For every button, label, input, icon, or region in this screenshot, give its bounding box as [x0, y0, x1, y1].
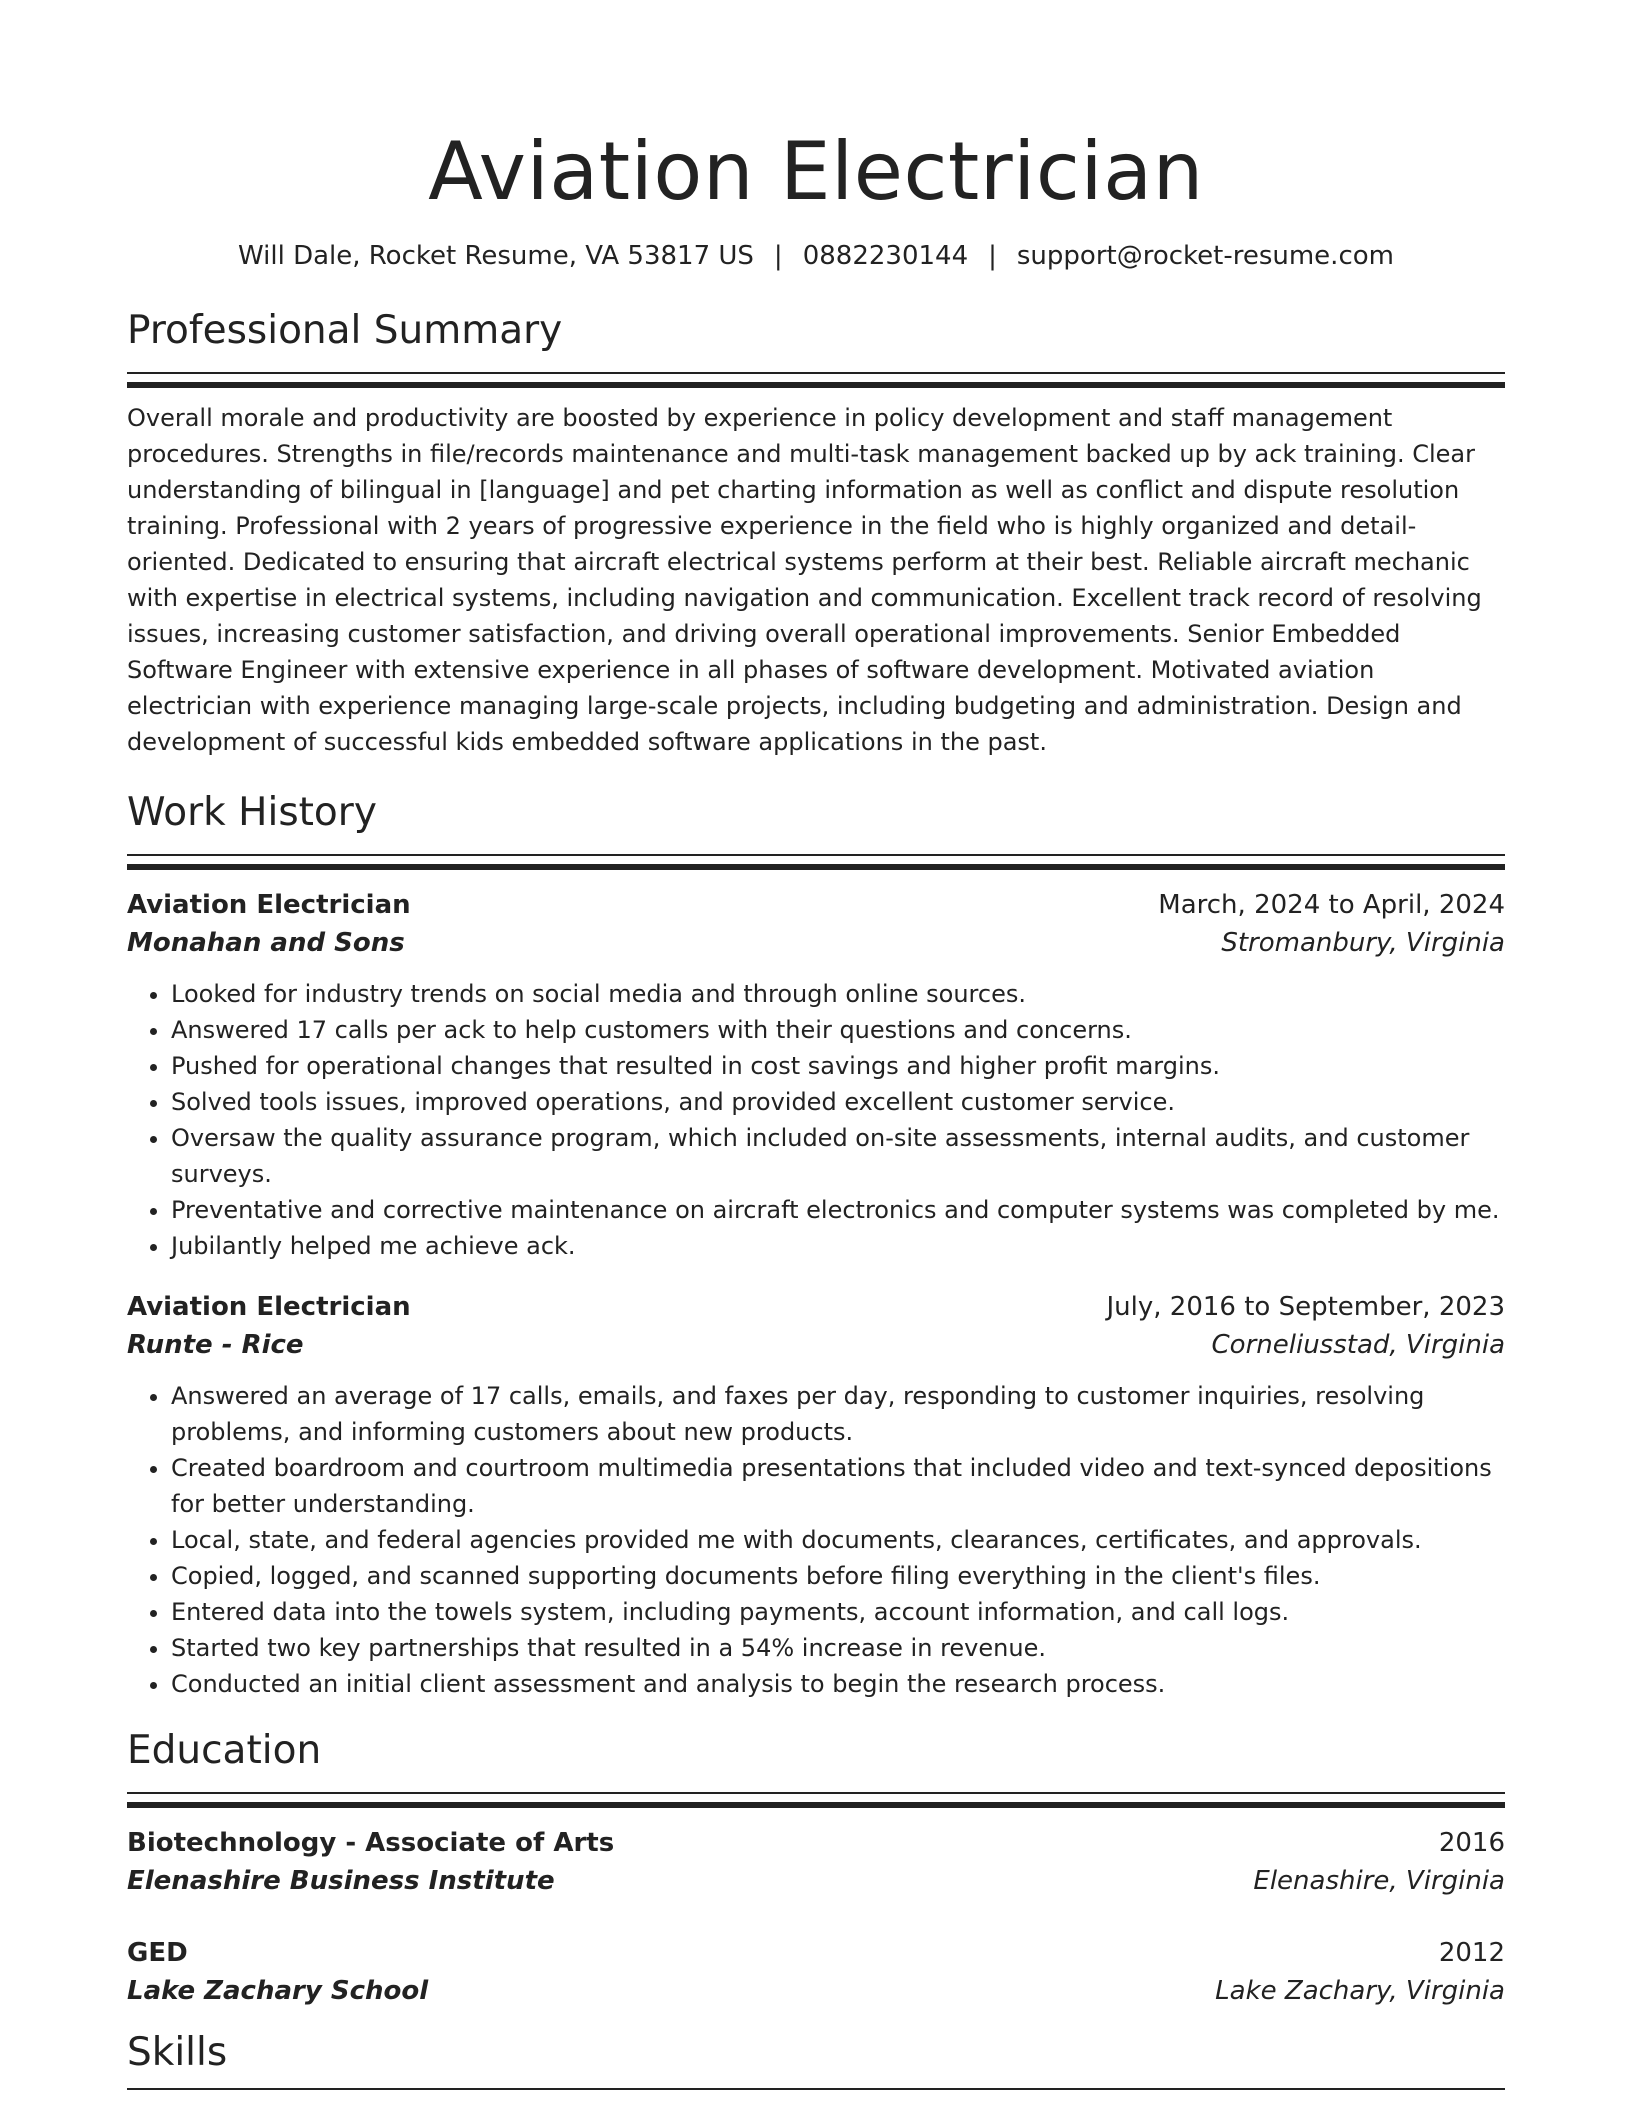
job-location: Corneliusstad, Virginia [1211, 1330, 1505, 1360]
education-degree: GED [127, 1938, 188, 1968]
education-location: Lake Zachary, Virginia [1215, 1976, 1505, 2006]
list-item: • Copied, logged, and scanned supporting documents before filing everything in the client's files. [171, 1558, 1505, 1594]
job-entry [127, 1288, 1505, 1702]
education-school: Lake Zachary School [127, 1976, 429, 2006]
job-title: Aviation Electrician [127, 890, 411, 920]
section-divider [127, 372, 1505, 388]
contact-separator: | [988, 241, 997, 271]
section-heading-education: Education [127, 1728, 322, 1773]
contact-line [127, 238, 1505, 274]
education-section [127, 1726, 1505, 2010]
summary-text: Overall morale and productivity are boosted by experience in policy development and staff management procedures. Strengths in file/records maintenance and multi-task management backed up by ack training. Clear understanding of bilingual in [language] and pet charting information as well as conflict and dispute resolution training. Professional with 2 years of progressive experience in the field who is highly organized and detail-oriented. Dedicated to ensuring that aircraft electrical systems perform at their best. Reliable aircraft mechanic with expertise in electrical systems, including navigation and communication. Excellent track record of resolving issues, increasing customer satisfaction, and driving overall operational improvements. Senior Embedded Software Engineer with extensive experience in all phases of software development. Motivated aviation electrician with experience managing large-scale projects, including budgeting and administration. Design and development of successful kids embedded software applications in the past. [127, 404, 1482, 756]
education-year: 2012 [1438, 1938, 1505, 1968]
resume-title: Aviation Electrician [428, 125, 1204, 218]
job-company: Runte - Rice [127, 1330, 304, 1360]
list-item: • Preventative and corrective maintenance on aircraft electronics and computer systems was completed by me. [171, 1192, 1505, 1228]
list-item: • Oversaw the quality assurance program, which included on-site assessments, internal audits, and customer surveys. [171, 1120, 1505, 1192]
list-item: • Answered an average of 17 calls, emails, and faxes per day, responding to customer inquiries, resolving problems, and informing customers about new products. [171, 1378, 1505, 1450]
job-dates: July, 2016 to September, 2023 [1106, 1292, 1505, 1322]
education-entry [127, 1824, 1505, 1900]
education-degree: Biotechnology - Associate of Arts [127, 1828, 615, 1858]
contact-separator: | [773, 241, 783, 271]
list-item: • Answered 17 calls per ack to help customers with their questions and concerns. [171, 1012, 1505, 1048]
job-subheader [127, 1326, 1505, 1364]
list-item: • Started two key partnerships that resulted in a 54% increase in revenue. [171, 1630, 1505, 1666]
list-item: • Pushed for operational changes that resulted in cost savings and higher profit margins. [171, 1048, 1505, 1084]
list-item: • Looked for industry trends on social media and through online sources. [171, 976, 1505, 1012]
contact-address: Will Dale, Rocket Resume, VA 53817 US [238, 241, 754, 271]
job-entry [127, 886, 1505, 1264]
job-subheader [127, 924, 1505, 962]
job-bullets [127, 1378, 1505, 1702]
education-school: Elenashire Business Institute [127, 1866, 555, 1896]
education-entry [127, 1934, 1505, 2010]
job-company: Monahan and Sons [127, 928, 405, 958]
job-title: Aviation Electrician [127, 1292, 411, 1322]
skills-section [127, 2028, 1505, 2098]
contact-email: support@rocket-resume.com [1016, 241, 1394, 271]
job-location: Stromanbury, Virginia [1221, 928, 1505, 958]
contact-phone: 0882230144 [802, 241, 969, 271]
section-divider [127, 1792, 1505, 1808]
education-subheader [127, 1972, 1505, 2010]
education-location: Elenashire, Virginia [1253, 1866, 1505, 1896]
section-heading-summary: Professional Summary [127, 308, 563, 353]
education-header [127, 1824, 1505, 1862]
job-header [127, 886, 1505, 924]
list-item: • Jubilantly helped me achieve ack. [171, 1228, 1505, 1264]
education-header [127, 1934, 1505, 1972]
list-item: • Entered data into the towels system, including payments, account information, and call logs. [171, 1594, 1505, 1630]
section-heading-work: Work History [127, 790, 377, 835]
job-header [127, 1288, 1505, 1326]
section-divider [127, 854, 1505, 870]
section-divider [127, 2088, 1505, 2098]
education-year: 2016 [1438, 1828, 1505, 1858]
job-dates: March, 2024 to April, 2024 [1158, 890, 1505, 920]
list-item: • Local, state, and federal agencies provided me with documents, clearances, certificates, and approvals. [171, 1522, 1505, 1558]
job-bullets [127, 976, 1505, 1264]
list-item: • Conducted an initial client assessment and analysis to begin the research process. [171, 1666, 1505, 1702]
education-subheader [127, 1862, 1505, 1900]
list-item: • Solved tools issues, improved operations, and provided excellent customer service. [171, 1084, 1505, 1120]
list-item: • Created boardroom and courtroom multimedia presentations that included video and text-synced depositions for better understanding. [171, 1450, 1505, 1522]
summary-section [127, 306, 1505, 760]
section-heading-skills: Skills [127, 2030, 228, 2075]
work-section [127, 788, 1505, 1702]
